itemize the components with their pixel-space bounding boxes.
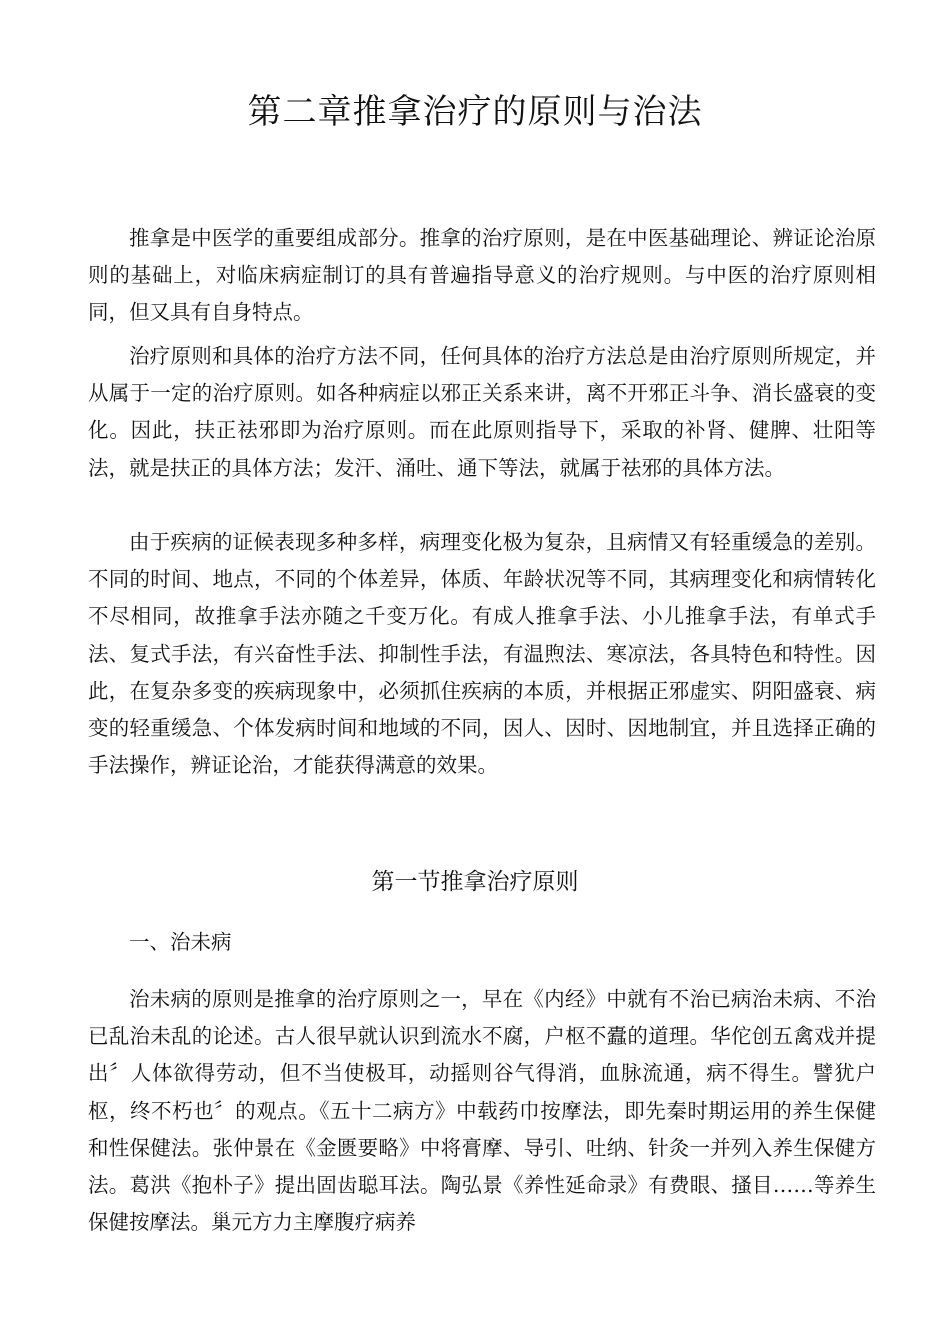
section-title: 第一节推拿治疗原则 — [371, 869, 579, 895]
intro-paragraph-3: 由于疾病的证候表现多种多样，病理变化极为复杂，且病情又有轻重缓急的差别。不同的时间、地点，不同的个体差异，体质、年龄状况等不同，其病理变化和病情转化不尽相同，故推拿手法亦随之千变万化。有成人推拿手法、小儿推拿手法，有单式手法、复式手法，有兴奋性手法、抑制性手法，有温煦法、寒凉法，各具特色和特性。因此，在复杂多变的疾病现象中，必须抓住疾病的本质，并根据正邪虚实、阴阳盛衰、病变的轻重缓急、个体发病时间和地域的不同，因人、因时、因地制宜，并且选择正确的手法操作，辨证论治，才能获得满意的效果。 — [88, 530, 876, 778]
intro-paragraph-2: 治疗原则和具体的治疗方法不同，任何具体的治疗方法总是由治疗原则所规定，并从属于一定的治疗原则。如各种病症以邪正关系来讲，离不开邪正斗争、消长盛衰的变化。因此，扶正祛邪即为治疗原则。而在此原则指导下，采取的补肾、健脾、壮阳等法，就是扶正的具体方法；发汗、涌吐、通下等法，就属于祛邪的具体方法。 — [88, 344, 876, 480]
subsection-heading: 一、治未病 — [129, 930, 232, 954]
chapter-title: 第二章推拿治疗的原则与治法 — [247, 92, 703, 132]
intro-paragraph-1: 推拿是中医学的重要组成部分。推拿的治疗原则，是在中医基础理论、辨证论治原则的基础上，对临床病症制订的具有普遍指导意义的治疗规则。与中医的治疗原则相同，但又具有自身特点。 — [88, 226, 876, 325]
section-paragraph: 治未病的原则是推拿的治疗原则之一，早在《内经》中就有不治已病治未病、不治已乱治未乱的论述。古人很早就认识到流水不腐，户枢不蠹的道理。华佗创五禽戏并提出〞人体欲得劳动，但不当使极耳，动摇则谷气得消，血脉流通，病不得生。譬犹户枢，终不朽也〞的观点。《五十二病方》中载药巾按摩法，即先秦时期运用的养生保健和性保健法。张仲景在《金匮要略》中将膏摩、导引、吐纳、针灸一并列入养生保健方法。葛洪《抱朴子》提出固齿聪耳法。陶弘景《养性延命录》有费眼、搔目……等养生保健按摩法。巢元方力主摩腹疗病养 — [88, 987, 876, 1235]
